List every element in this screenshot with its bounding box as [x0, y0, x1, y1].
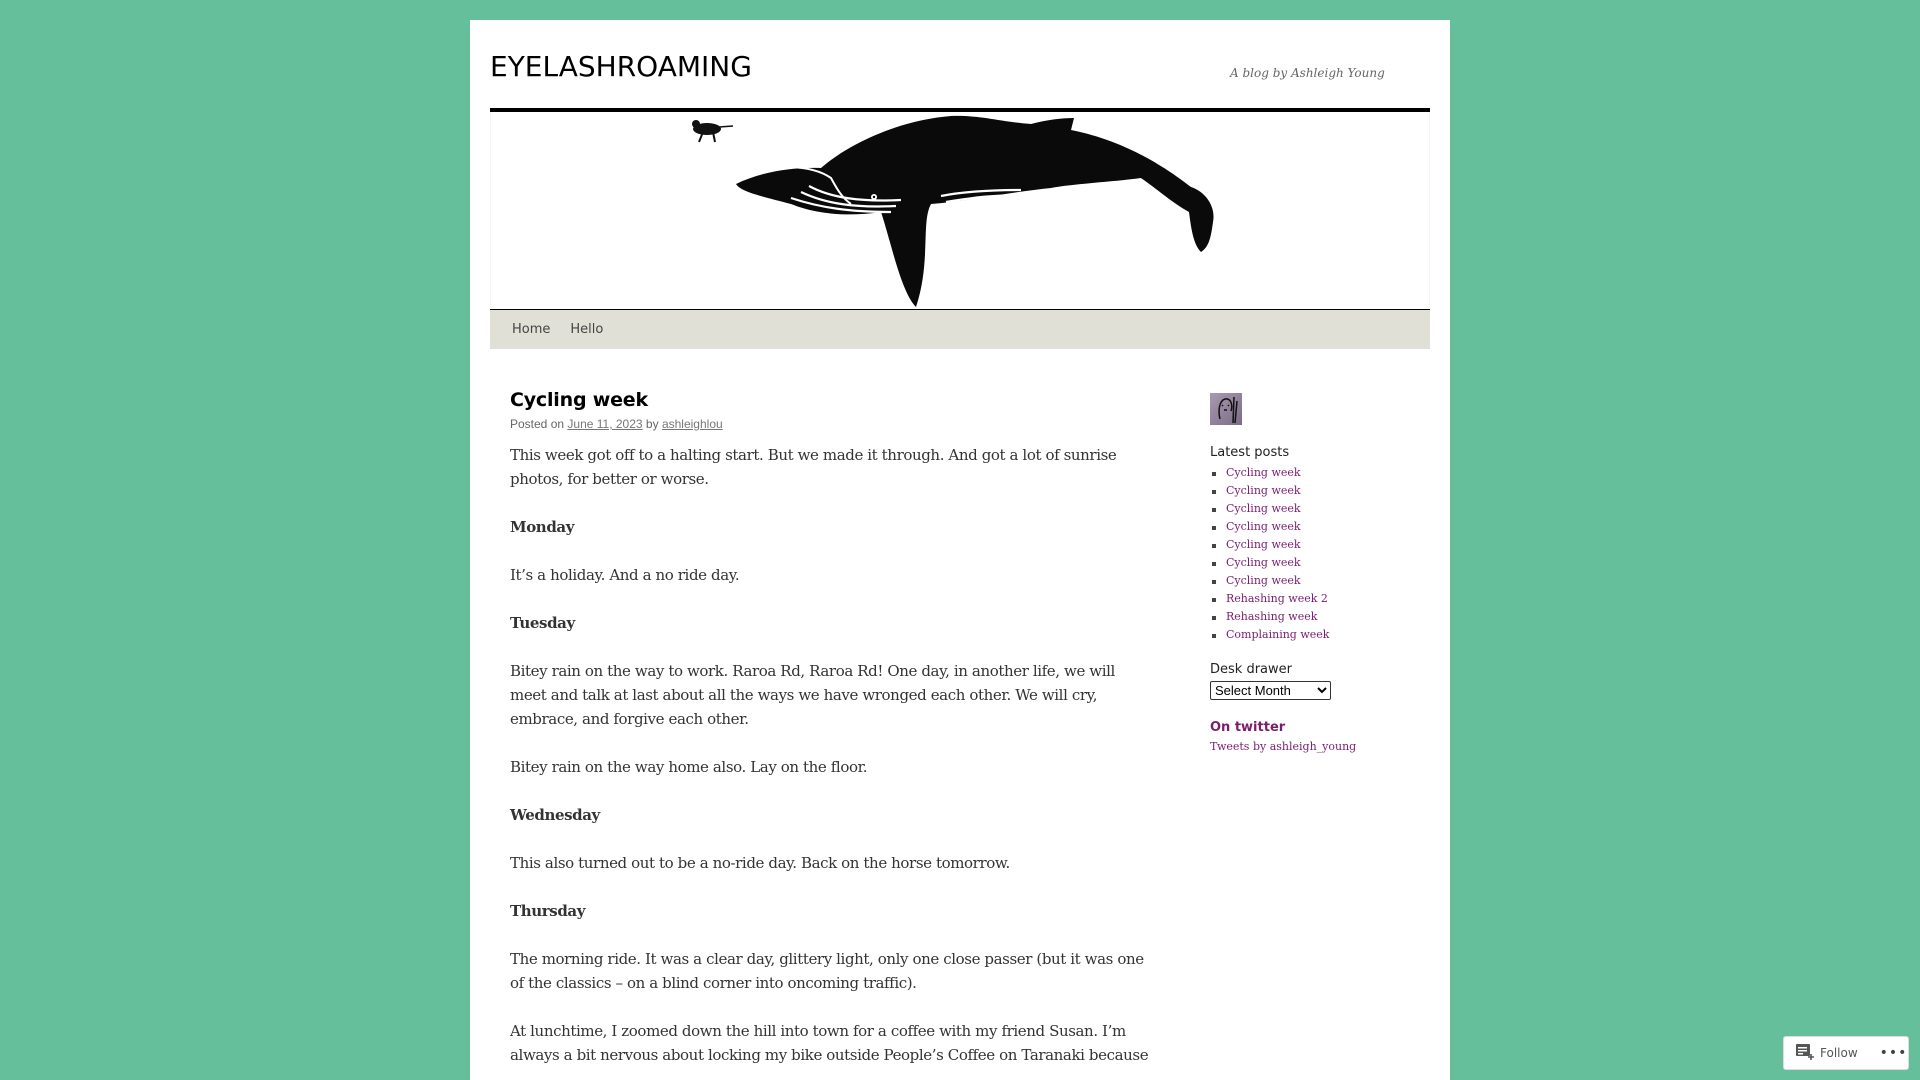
- page-wrapper: [470, 20, 1450, 1080]
- avatar-drawing-icon: [1210, 393, 1242, 425]
- post-content-column: [490, 349, 1150, 1080]
- main-area: [490, 349, 1430, 1080]
- site-header: [490, 20, 1430, 108]
- tweets-link[interactable]: Tweets by ashleigh_young: [1210, 740, 1357, 753]
- day-heading-wednesday: Wednesday: [510, 806, 600, 824]
- post-body: [510, 443, 1150, 1067]
- latest-posts-title: Latest posts: [1210, 445, 1290, 460]
- paragraph: The morning ride. It was a clear day, glittery light, only one close passer (but it was one of the classics – on a blind corner into oncoming traffic).: [510, 950, 1144, 992]
- latest-post-link[interactable]: Cycling week: [1226, 538, 1301, 551]
- latest-post-link[interactable]: Rehashing week 2: [1226, 592, 1328, 605]
- latest-post-link[interactable]: Cycling week: [1226, 520, 1301, 533]
- list-item: [1210, 608, 1430, 626]
- latest-post-link[interactable]: Cycling week: [1226, 484, 1301, 497]
- post-title[interactable]: Cycling week: [510, 389, 648, 411]
- latest-post-link[interactable]: Cycling week: [1226, 502, 1301, 515]
- latest-post-link[interactable]: Complaining week: [1226, 628, 1330, 641]
- nav-item-home[interactable]: Home: [512, 322, 551, 337]
- list-item: [1210, 518, 1430, 536]
- posted-on-label: Posted on: [510, 417, 565, 431]
- main-navigation: [490, 310, 1430, 349]
- post-meta: [510, 417, 1150, 431]
- reader-follow-icon[interactable]: [1796, 1044, 1814, 1063]
- whale-illustration-icon: [491, 112, 1429, 309]
- on-twitter-title-link[interactable]: On twitter: [1210, 720, 1286, 735]
- avatar[interactable]: [1210, 393, 1242, 425]
- site-description: A blog by Ashleigh Young: [1230, 66, 1385, 80]
- desk-drawer-title: Desk drawer: [1210, 662, 1292, 677]
- paragraph: At lunchtime, I zoomed down the hill into town for a coffee with my friend Susan. I’m always a bit nervous about locking my bike outside People’s Coffee on Taranaki because: [510, 1022, 1149, 1064]
- day-heading-monday: Monday: [510, 518, 575, 536]
- site-title-link[interactable]: EYELASHROAMING: [490, 50, 752, 83]
- post-author-link[interactable]: ashleighlou: [661, 417, 723, 431]
- day-heading-tuesday: Tuesday: [510, 614, 575, 632]
- sidebar: [1210, 393, 1430, 753]
- list-item: [1210, 482, 1430, 500]
- paragraph: This also turned out to be a no-ride day. Back on the horse tomorrow.: [510, 854, 1010, 872]
- paragraph: This week got off to a halting start. But we made it through. And got a lot of sunrise photos, for better or worse.: [510, 446, 1117, 488]
- latest-post-link[interactable]: Cycling week: [1226, 556, 1301, 569]
- follow-button[interactable]: Follow: [1820, 1046, 1858, 1060]
- header-banner-image: [490, 112, 1430, 309]
- list-item: [1210, 626, 1430, 644]
- latest-post-link[interactable]: Rehashing week: [1226, 610, 1318, 623]
- list-item: [1210, 500, 1430, 518]
- latest-post-link[interactable]: Cycling week: [1226, 574, 1301, 587]
- by-label: by: [645, 417, 659, 431]
- day-heading-thursday: Thursday: [510, 902, 586, 920]
- latest-post-link[interactable]: Cycling week: [1226, 466, 1301, 479]
- paragraph: Bitey rain on the way to work. Raroa Rd, Raroa Rd! One day, in another life, we will meet and talk at last about all the ways we have wronged each other. We will cry, embrace, and forgive each other.: [510, 662, 1115, 728]
- paragraph: It’s a holiday. And a no ride day.: [510, 566, 740, 584]
- list-item: [1210, 572, 1430, 590]
- list-item: [1210, 590, 1430, 608]
- archive-month-select[interactable]: [1210, 681, 1331, 700]
- list-item: [1210, 554, 1430, 572]
- list-item: [1210, 536, 1430, 554]
- list-item: [1210, 464, 1430, 482]
- nav-item-hello[interactable]: Hello: [570, 322, 604, 337]
- more-options-button[interactable]: •••: [1879, 1045, 1908, 1061]
- latest-posts-list: [1210, 464, 1430, 644]
- paragraph: Bitey rain on the way home also. Lay on the floor.: [510, 758, 868, 776]
- post-date-link[interactable]: June 11, 2023: [567, 417, 643, 431]
- follow-widget: [1783, 1036, 1909, 1070]
